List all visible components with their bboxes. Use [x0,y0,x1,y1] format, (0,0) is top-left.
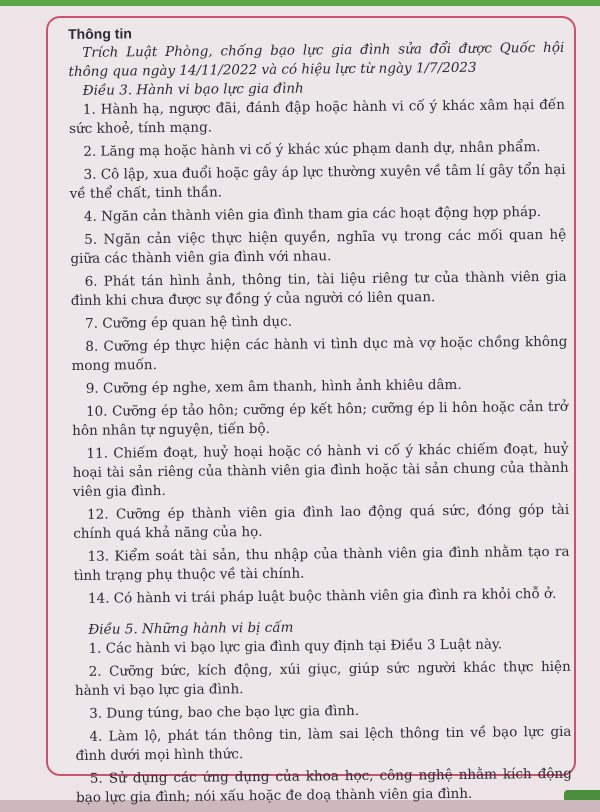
info-box-content [68,21,572,812]
article-5-item-4: 4. Làm lộ, phát tán thông tin, làm sai lệch thông tin về bạo lực gia đình dưới mọi hình thức. [75,723,572,764]
info-box [46,16,576,806]
article-5-item-3: 3. Dung túng, bao che bạo lực gia đình. [89,702,360,722]
article-5-item-5: 5. Sử dụng các ứng dụng của khoa học, công nghệ nhằm kích động bạo lực gia đình; nói xấu hoặc đe doạ thành viên gia đình. [76,765,572,806]
info-heading: Thông tin [68,25,132,42]
article-3-item-9: 9. Cưỡng ép nghe, xem âm thanh, hình ảnh khiêu dâm. [85,376,462,397]
article-3-item-1: 1. Hành hạ, ngược đãi, đánh đập hoặc hành vi cố ý khác xâm hại đến sức khoẻ, tính mạng. [68,96,565,137]
article-3-item-4: 4. Ngăn cản thành viên gia đình tham gia các hoạt động hợp pháp. [83,204,542,225]
article-5-item-2: 2. Cưỡng bức, kích động, xúi giục, giúp sức người khác thực hiện hành vi bạo lực gia đình. [74,658,571,699]
article-3-item-2: 2. Lăng mạ hoặc hành vi cố ý khác xúc phạm danh dự, nhân phẩm. [83,139,541,160]
article-3-item-13: 13. Kiểm soát tài sản, thu nhập của thành viên gia đình nhằm tạo ra tình trạng phụ thuộc về tài chính. [73,543,570,584]
article-3-item-3: 3. Cô lập, xua đuổi hoặc gây áp lực thường xuyên về tâm lí gây tổn hại về thể chất, tinh thần. [69,161,566,202]
article-3-item-10: 10. Cưỡng ép tảo hôn; cưỡng ép kết hôn; cưỡng ép li hôn hoặc cản trở hôn nhân tự nguyện, tiến bộ. [72,398,569,439]
page-corner-tab [564,790,600,800]
article-3-item-12: 12. Cưỡng ép thành viên gia đình lao động quá sức, đóng góp tài chính quá khả năng của họ. [73,501,570,542]
article-5-list [74,635,572,808]
article-5-item-1: 1. Các hành vi bạo lực gia đình quy định tại Điều 3 Luật này. [88,636,503,657]
article-3-item-6: 6. Phát tán hình ảnh, thông tin, tài liệu riêng tư của thành viên gia đình khi chưa được sự đồng ý của người có liên quan. [70,268,567,309]
article-3-item-14: 14. Có hành vi trái pháp luật buộc thành viên gia đình ra khỏi chỗ ở. [87,585,557,607]
book-page [0,6,600,806]
article-5-title: Điều 5. Những hành vi bị cấm [88,619,294,638]
article-3-item-7: 7. Cưỡng ép quan hệ tình dục. [85,313,293,332]
article-3-item-5: 5. Ngăn cản việc thực hiện quyền, nghĩa vụ trong các mối quan hệ giữa các thành viên gia đình với nhau. [70,226,567,267]
law-intro: Trích Luật Phòng, chống bạo lực gia đình sửa đổi được Quốc hội thông qua ngày 14/11/2022 và có hiệu lực từ ngày 1/7/2023 [68,39,565,80]
article-3-item-11: 11. Chiếm đoạt, huỷ hoại hoặc có hành vi cố ý khác chiếm đoạt, huỷ hoại tài sản riêng của thành viên gia đình hoặc tài sản chung của thành viên gia đình. [72,440,569,500]
article-3-item-8: 8. Cưỡng ép thực hiện các hành vi tình dục mà vợ hoặc chồng không mong muốn. [71,333,568,374]
article-3-title: Điều 3. Hành vi bạo lực gia đình [82,80,304,99]
article-3-list [69,96,570,609]
